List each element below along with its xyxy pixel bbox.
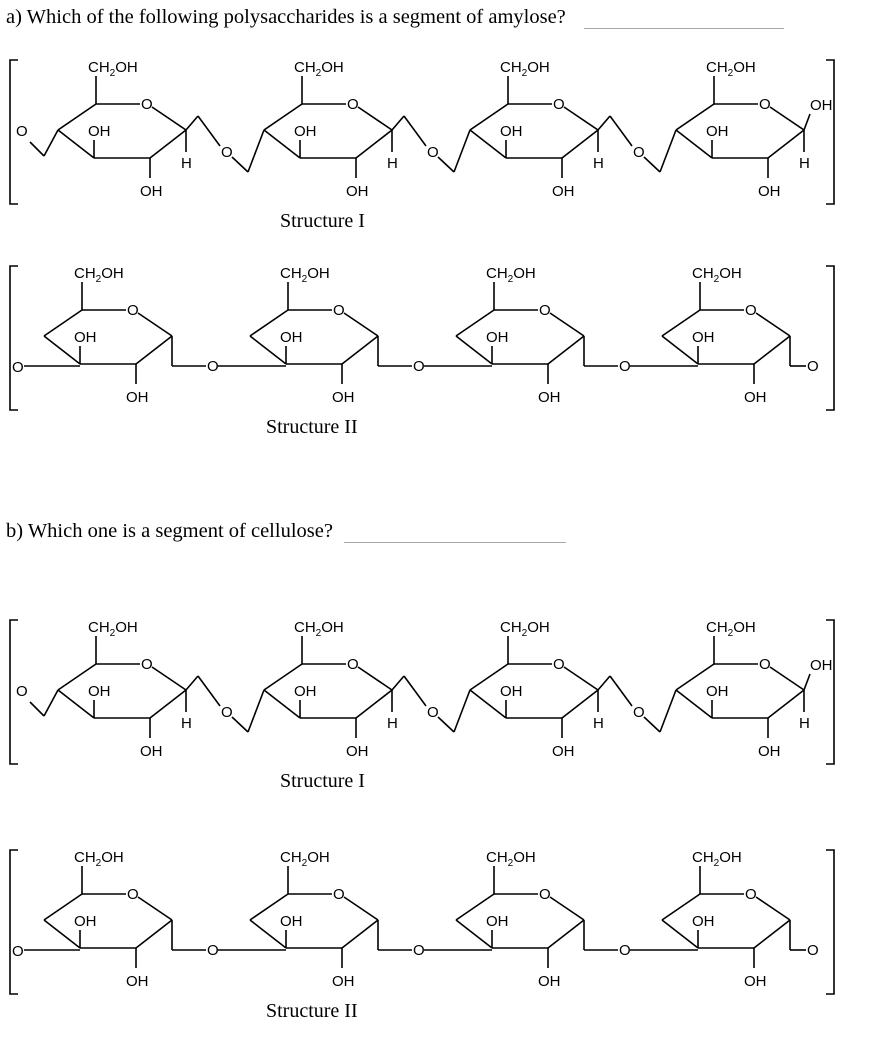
left-bracket <box>10 266 18 410</box>
ring-oxygen-label: O <box>745 886 757 903</box>
ring-bond <box>136 920 172 948</box>
ch2oh-label: $CH_2OH$ <box>88 59 138 79</box>
bridge-bond <box>598 116 610 130</box>
c2-oh-label: OH <box>140 183 163 200</box>
ring-bond <box>342 336 378 364</box>
bridge-bond <box>644 157 660 172</box>
ch2oh-label: $CH_2OH$ <box>706 59 756 79</box>
bridge-oxygen-label: O <box>633 704 645 721</box>
ring-bond <box>768 130 804 158</box>
answer-blank-a[interactable] <box>584 28 784 29</box>
bridge-bond <box>644 717 660 732</box>
bridge-bond <box>30 142 44 156</box>
structure-ii-diagram-b <box>0 840 884 1020</box>
right-bracket <box>826 60 834 204</box>
ring-oxygen-label: O <box>539 886 551 903</box>
bridge-bond <box>610 116 632 146</box>
bridge-bond <box>198 676 220 706</box>
c2-oh-label: OH <box>346 743 369 760</box>
question-a: a) Which of the following polysaccharides is a segment of amylose? <box>6 6 566 28</box>
c2-oh-label: OH <box>758 183 781 200</box>
ring-bond <box>152 107 186 130</box>
c2-oh-label: OH <box>744 389 767 406</box>
bridge-oxygen-label: O <box>12 943 24 960</box>
ch2oh-label: $CH_2OH$ <box>294 619 344 639</box>
c1-h-label: H <box>593 155 604 172</box>
ring-oxygen-label: O <box>553 656 565 673</box>
bridge-bond <box>610 676 632 706</box>
bridge-oxygen-label: O <box>633 144 645 161</box>
ring-bond <box>138 313 172 336</box>
ring-bond <box>562 130 598 158</box>
structure-i-caption-a: Structure I <box>280 210 365 232</box>
ring-bond <box>754 336 790 364</box>
bridge-bond <box>404 116 426 146</box>
ring-bond <box>150 130 186 158</box>
c3-oh-label: OH <box>74 329 97 346</box>
ch2oh-label: $CH_2OH$ <box>74 265 124 285</box>
bridge-oxygen-label: O <box>12 359 24 376</box>
bridge-oxygen-label: O <box>16 123 28 140</box>
c1-h-label: H <box>387 715 398 732</box>
c3-oh-label: OH <box>74 913 97 930</box>
bridge-bond <box>248 130 264 172</box>
bridge-bond <box>598 676 610 690</box>
bridge-bond <box>232 717 248 732</box>
structure-ii-diagram-a <box>0 256 884 436</box>
bridge-bond <box>248 690 264 732</box>
bridge-bond <box>438 157 454 172</box>
c3-oh-label: OH <box>88 123 111 140</box>
c1-h-label: H <box>181 155 192 172</box>
answer-blank-b[interactable] <box>344 542 566 543</box>
c2-oh-label: OH <box>744 973 767 990</box>
c3-oh-label: OH <box>486 913 509 930</box>
ring-bond <box>770 107 804 130</box>
c1-h-label: H <box>799 155 810 172</box>
ring-oxygen-label: O <box>141 656 153 673</box>
c3-oh-label: OH <box>294 683 317 700</box>
c3-oh-label: OH <box>280 913 303 930</box>
bridge-oxygen-label: O <box>413 942 425 959</box>
c1-oh-label: OH <box>810 657 833 674</box>
ring-bond <box>138 897 172 920</box>
ring-bond <box>358 667 392 690</box>
structure-i-diagram-a <box>0 50 884 230</box>
bridge-bond <box>454 690 470 732</box>
c2-oh-label: OH <box>538 973 561 990</box>
bridge-oxygen-label: O <box>807 942 819 959</box>
bridge-oxygen-label: O <box>413 358 425 375</box>
right-bracket <box>826 850 834 994</box>
ch2oh-label: $CH_2OH$ <box>74 849 124 869</box>
ch2oh-label: $CH_2OH$ <box>294 59 344 79</box>
bridge-bond <box>186 676 198 690</box>
structure-i-diagram-b <box>0 610 884 790</box>
bridge-oxygen-label: O <box>619 358 631 375</box>
ring-oxygen-label: O <box>347 656 359 673</box>
ring-bond <box>548 336 584 364</box>
ring-oxygen-label: O <box>745 302 757 319</box>
right-bracket <box>826 266 834 410</box>
bridge-oxygen-label: O <box>427 704 439 721</box>
bridge-bond <box>660 690 676 732</box>
left-bracket <box>10 850 18 994</box>
bridge-bond <box>392 676 404 690</box>
structure-ii-caption-a: Structure II <box>266 416 358 438</box>
ring-oxygen-label: O <box>539 302 551 319</box>
c1-h-label: H <box>799 715 810 732</box>
c2-oh-label: OH <box>552 743 575 760</box>
ch2oh-label: $CH_2OH$ <box>486 849 536 869</box>
c3-oh-label: OH <box>500 683 523 700</box>
c2-oh-label: OH <box>332 389 355 406</box>
bridge-bond <box>454 130 470 172</box>
bridge-oxygen-label: O <box>16 683 28 700</box>
ring-bond <box>770 667 804 690</box>
c2-oh-label: OH <box>332 973 355 990</box>
c3-oh-label: OH <box>294 123 317 140</box>
ch2oh-label: $CH_2OH$ <box>692 265 742 285</box>
ring-oxygen-label: O <box>553 96 565 113</box>
ring-bond <box>564 107 598 130</box>
ring-bond <box>344 897 378 920</box>
ring-bond <box>562 690 598 718</box>
ring-oxygen-label: O <box>333 886 345 903</box>
question-b: b) Which one is a segment of cellulose? <box>6 520 333 542</box>
c3-oh-label: OH <box>692 329 715 346</box>
structure-ii-caption-b: Structure II <box>266 1000 358 1022</box>
c3-oh-label: OH <box>692 913 715 930</box>
c1-h-label: H <box>593 715 604 732</box>
bridge-oxygen-label: O <box>221 144 233 161</box>
bridge-oxygen-label: O <box>619 942 631 959</box>
c3-oh-label: OH <box>706 123 729 140</box>
c3-oh-label: OH <box>486 329 509 346</box>
c2-oh-label: OH <box>552 183 575 200</box>
bridge-bond <box>232 157 248 172</box>
ring-bond <box>550 897 584 920</box>
ring-bond <box>344 313 378 336</box>
ring-bond <box>356 690 392 718</box>
ring-bond <box>150 690 186 718</box>
ring-bond <box>358 107 392 130</box>
c2-oh-label: OH <box>538 389 561 406</box>
ch2oh-label: $CH_2OH$ <box>88 619 138 639</box>
bridge-bond <box>186 116 198 130</box>
c1-h-label: H <box>181 715 192 732</box>
bridge-bond <box>660 130 676 172</box>
ch2oh-label: $CH_2OH$ <box>500 619 550 639</box>
ch2oh-label: $CH_2OH$ <box>500 59 550 79</box>
c2-oh-label: OH <box>126 389 149 406</box>
c1-oh-bond <box>804 114 810 130</box>
bridge-bond <box>30 702 44 716</box>
ch2oh-label: $CH_2OH$ <box>280 849 330 869</box>
ring-bond <box>768 690 804 718</box>
c2-oh-label: OH <box>140 743 163 760</box>
ring-bond <box>152 667 186 690</box>
ring-oxygen-label: O <box>333 302 345 319</box>
ring-oxygen-label: O <box>759 96 771 113</box>
ring-oxygen-label: O <box>141 96 153 113</box>
right-bracket <box>826 620 834 764</box>
ring-bond <box>356 130 392 158</box>
bridge-bond <box>438 717 454 732</box>
c1-oh-bond <box>804 674 810 690</box>
bridge-bond <box>44 690 58 716</box>
bridge-oxygen-label: O <box>807 358 819 375</box>
c2-oh-label: OH <box>346 183 369 200</box>
structure-i-caption-b: Structure I <box>280 770 365 792</box>
bridge-oxygen-label: O <box>427 144 439 161</box>
ring-oxygen-label: O <box>759 656 771 673</box>
ch2oh-label: $CH_2OH$ <box>486 265 536 285</box>
c1-h-label: H <box>387 155 398 172</box>
ring-oxygen-label: O <box>127 302 139 319</box>
bridge-bond <box>44 130 58 156</box>
ring-oxygen-label: O <box>127 886 139 903</box>
ring-bond <box>564 667 598 690</box>
ring-bond <box>548 920 584 948</box>
ring-bond <box>136 336 172 364</box>
ch2oh-label: $CH_2OH$ <box>280 265 330 285</box>
ring-oxygen-label: O <box>347 96 359 113</box>
bridge-bond <box>392 116 404 130</box>
ring-bond <box>550 313 584 336</box>
bridge-oxygen-label: O <box>207 942 219 959</box>
bridge-oxygen-label: O <box>221 704 233 721</box>
c2-oh-label: OH <box>126 973 149 990</box>
ring-bond <box>756 313 790 336</box>
ring-bond <box>756 897 790 920</box>
c2-oh-label: OH <box>758 743 781 760</box>
c1-oh-label: OH <box>810 97 833 114</box>
ch2oh-label: $CH_2OH$ <box>706 619 756 639</box>
c3-oh-label: OH <box>500 123 523 140</box>
c3-oh-label: OH <box>88 683 111 700</box>
bridge-bond <box>198 116 220 146</box>
bridge-bond <box>404 676 426 706</box>
c3-oh-label: OH <box>280 329 303 346</box>
c3-oh-label: OH <box>706 683 729 700</box>
bridge-oxygen-label: O <box>207 358 219 375</box>
ch2oh-label: $CH_2OH$ <box>692 849 742 869</box>
ring-bond <box>754 920 790 948</box>
ring-bond <box>342 920 378 948</box>
